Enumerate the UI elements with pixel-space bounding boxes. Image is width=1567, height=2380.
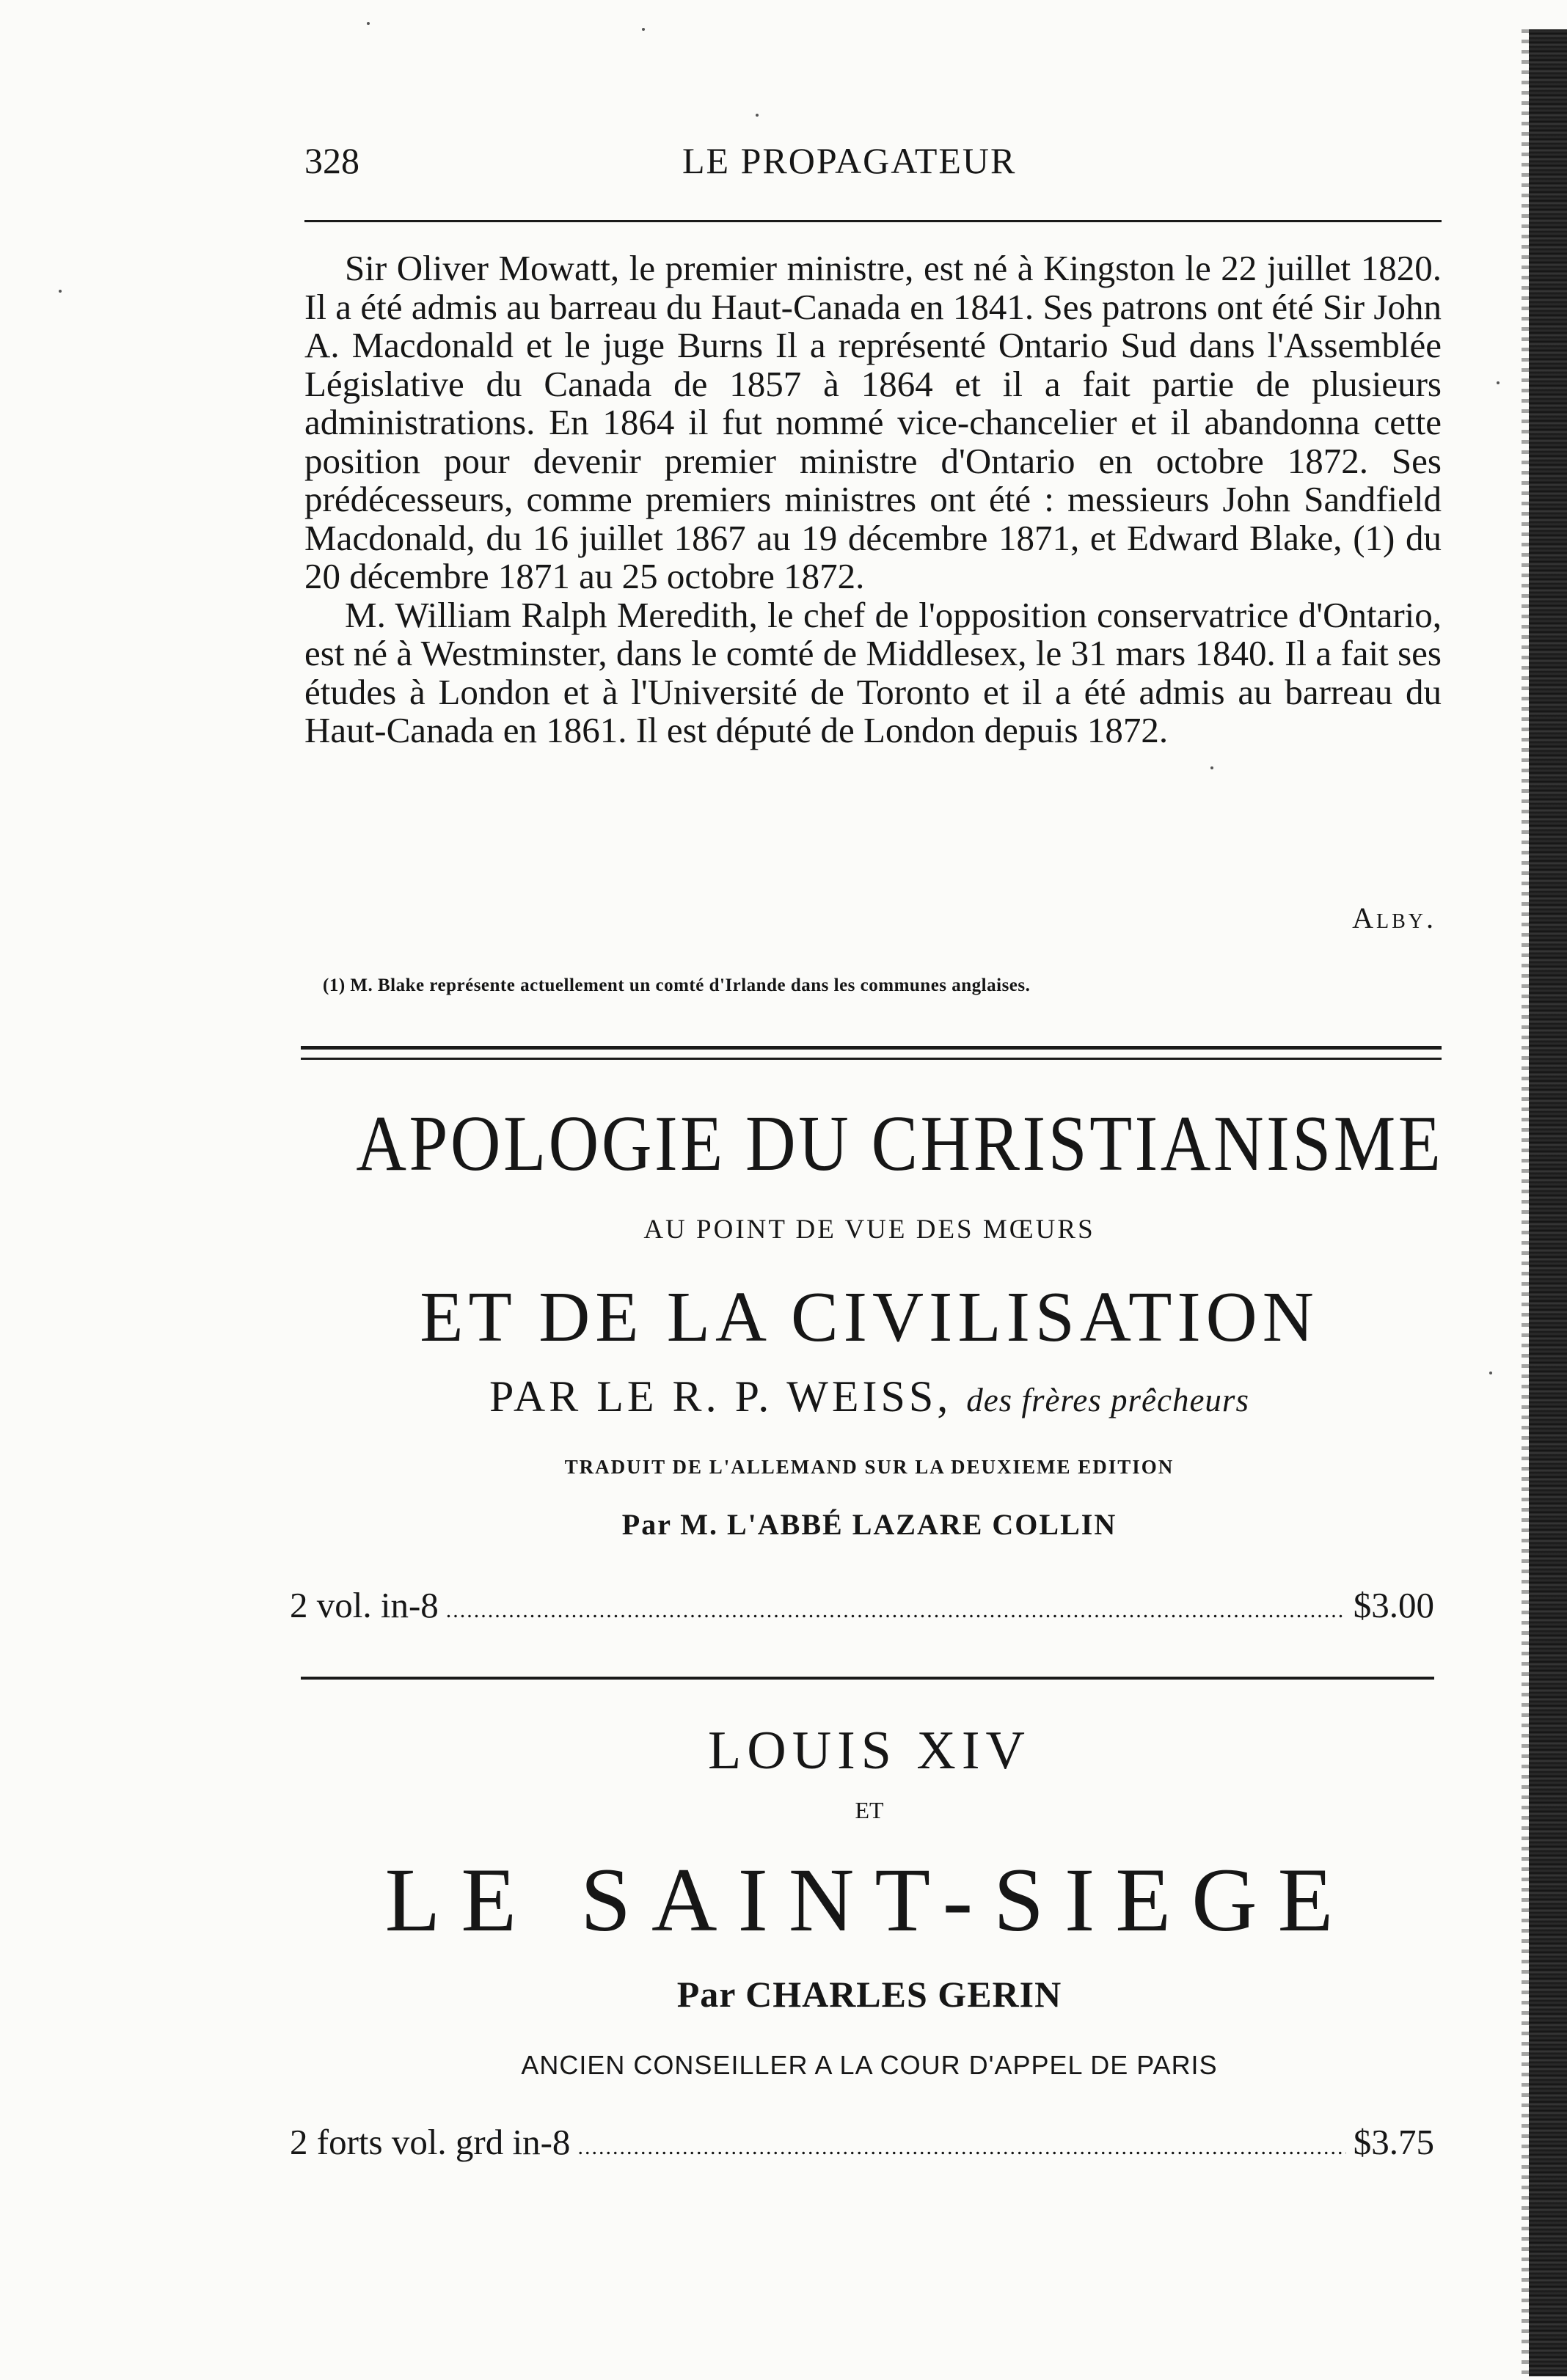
article-body [304, 249, 1442, 750]
section-double-rule [301, 1058, 1442, 1060]
book-title: LOUIS XIV [708, 1721, 1031, 1781]
page-binding-edge [1529, 29, 1567, 2376]
print-speck [756, 114, 759, 117]
book-author [286, 1372, 1453, 1422]
header-rule [304, 220, 1442, 222]
print-speck [1210, 766, 1213, 769]
page-number: 328 [304, 140, 359, 181]
book-subtitle-large: ET DE LA CIVILISATION [420, 1278, 1319, 1356]
book-author: Par CHARLES GERIN [676, 1974, 1062, 2015]
print-speck [642, 28, 645, 31]
book-author-note: des frères prêcheurs [966, 1382, 1249, 1418]
section-rule [301, 1677, 1434, 1680]
book-title-large: LE SAINT-SIEGE [384, 1850, 1354, 1950]
print-speck [367, 22, 370, 25]
footnote: (1) M. Blake représente actuellement un comté d'Irlande dans les communes anglaises. [323, 975, 1031, 995]
leader-dots [577, 2135, 1345, 2160]
book-author-title: ANCIEN CONSEILLER A LA COUR D'APPEL DE PARIS [521, 2050, 1218, 2080]
print-speck [1489, 1372, 1492, 1374]
running-title: LE PROPAGATEUR [682, 140, 1017, 181]
section-double-rule [301, 1046, 1442, 1050]
article-paragraph: Sir Oliver Mowatt, le premier ministre, est né à Kingston le 22 juillet 1820. Il a été admis au barreau du Haut-Canada en 1841. Ses patrons ont été Sir John A. Macdonald et le juge Burns Il a représenté Ontario Sud dans l'Assemblée Législative du Canada de 1857 à 1864 et il a fait partie de plusieurs administrations. En 1864 il fut nommé vice-chancelier et il abandonna cette position pour devenir premier ministre d'Ontario en octobre 1872. Ses prédécesseurs, comme premiers ministres ont été : messieurs John Sandfield Macdonald, du 16 juillet 1867 au 19 décembre 1871, et Edward Blake, (1) du 20 décembre 1871 au 25 octobre 1872. [304, 248, 1442, 596]
price-line [290, 2121, 1434, 2163]
leader-dots [446, 1598, 1346, 1623]
print-speck [59, 290, 62, 293]
book-translation-note: TRADUIT DE L'ALLEMAND SUR LA DEUXIEME EDITION [564, 1456, 1175, 1478]
price: $3.00 [1353, 1585, 1434, 1625]
price-line [290, 1584, 1434, 1626]
book-author-name: PAR LE R. P. WEISS, [489, 1372, 952, 1421]
book-translator: Par M. L'ABBÉ LAZARE COLLIN [621, 1508, 1117, 1541]
article-paragraph: M. William Ralph Meredith, le chef de l'opposition conservatrice d'Ontario, est né à Westminster, dans le comté de Middlesex, le 31 mars 1840. Il a fait ses études à London et à l'Université de Toronto et il a été admis au barreau du Haut-Canada en 1861. Il est député de London depuis 1872. [304, 594, 1442, 750]
print-speck [1497, 381, 1500, 384]
volume-description: 2 vol. in-8 [290, 1585, 439, 1625]
book-subtitle: AU POINT DE VUE DES MŒURS [643, 1215, 1095, 1245]
price: $3.75 [1353, 2122, 1434, 2162]
article-signature: Alby. [1352, 901, 1436, 934]
volume-description: 2 forts vol. grd in-8 [290, 2122, 571, 2162]
book-title: APOLOGIE DU CHRISTIANISME [356, 1100, 1444, 1187]
book-title-connector: ET [855, 1797, 884, 1823]
